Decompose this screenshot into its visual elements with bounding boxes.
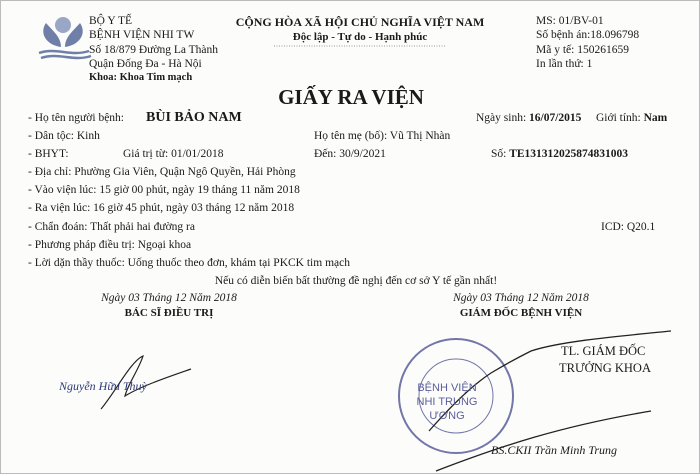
hospital-name: BỆNH VIỆN NHI TW: [89, 29, 195, 41]
hospital-address2: Quận Đống Đa - Hà Nội: [89, 58, 202, 70]
page-title: GIẤY RA VIỆN: [278, 85, 424, 109]
right-title: GIÁM ĐỐC BỆNH VIỆN: [459, 307, 583, 319]
print-count: In lần thứ: 1: [536, 58, 593, 70]
bhyt-to: Đến: 30/9/2021: [314, 148, 386, 160]
right-subtitle-1: TL. GIÁM ĐỐC: [561, 344, 646, 358]
doctor-advice: - Lời dặn thầy thuốc: Uống thuốc theo đơn, khám tại PKCK tim mạch: [28, 257, 350, 269]
right-date: Ngày 03 Tháng 12 Năm 2018: [453, 292, 589, 304]
treatment-method: - Phương pháp điều trị: Ngoại khoa: [28, 239, 192, 251]
discharge-time: - Ra viện lúc: 16 giờ 45 phút, ngày 03 tháng 12 năm 2018: [28, 202, 295, 214]
bhyt-from: Giá trị từ: 01/01/2018: [123, 148, 224, 160]
bhyt-label: - BHYT:: [28, 148, 69, 160]
dept-label: Khoa:: [89, 72, 118, 83]
icd-code: ICD: Q20.1: [601, 221, 656, 233]
bhyt-number: TE131312025874831003: [509, 148, 629, 160]
stamp-text: BỆNH VIỆN NHI TRUNG ƯƠNG: [416, 382, 478, 422]
country-heading: CỘNG HÒA XÃ HỘI CHỦ NGHĨA VIỆT NAM: [235, 15, 485, 29]
name-label: - Họ tên người bệnh:: [28, 112, 124, 124]
bhyt-number-label: Số:: [491, 148, 507, 160]
notice: Nếu có diễn biến bất thường đề nghị đến cơ sở Y tế gần nhất!: [214, 275, 498, 287]
dob: 16/07/2015: [529, 112, 582, 124]
record-number: Số bệnh án:18.096798: [536, 29, 640, 41]
right-subtitle-2: TRƯỞNG KHOA: [559, 361, 651, 375]
patient-name: BÙI BẢO NAM: [146, 110, 242, 125]
sex: Nam: [643, 112, 668, 124]
medical-id: Mã y tế: 150261659: [536, 44, 629, 56]
dob-label: Ngày sinh:: [476, 112, 527, 124]
right-signer-name: BS.CKII Trần Minh Trung: [491, 443, 618, 457]
hospital-logo-icon: [39, 17, 91, 58]
form-code: MS: 01/BV-01: [536, 15, 604, 27]
motto: Độc lập - Tự do - Hạnh phúc: [292, 31, 428, 43]
left-title: BÁC SĨ ĐIỀU TRỊ: [124, 307, 214, 319]
sex-label: Giới tính:: [596, 112, 641, 124]
ministry: BỘ Y TẾ: [89, 15, 133, 27]
ethnicity: - Dân tộc: Kinh: [28, 130, 100, 142]
admission-time: - Vào viện lúc: 15 giờ 00 phút, ngày 19 tháng 11 năm 2018: [28, 184, 300, 196]
address: - Địa chỉ: Phường Gia Viên, Quận Ngô Quyền, Hải Phòng: [28, 166, 296, 178]
parent-name: Họ tên mẹ (bố): Vũ Thị Nhàn: [314, 130, 451, 142]
dept: Khoa Tim mạch: [119, 72, 193, 83]
left-signer-name: Nguyễn Hữu Thuỳ: [59, 379, 147, 393]
left-date: Ngày 03 Tháng 12 Năm 2018: [101, 292, 237, 304]
diagnosis: - Chẩn đoán: Thất phải hai đường ra: [28, 221, 195, 233]
hospital-address1: Số 18/879 Đường La Thành: [89, 44, 219, 56]
